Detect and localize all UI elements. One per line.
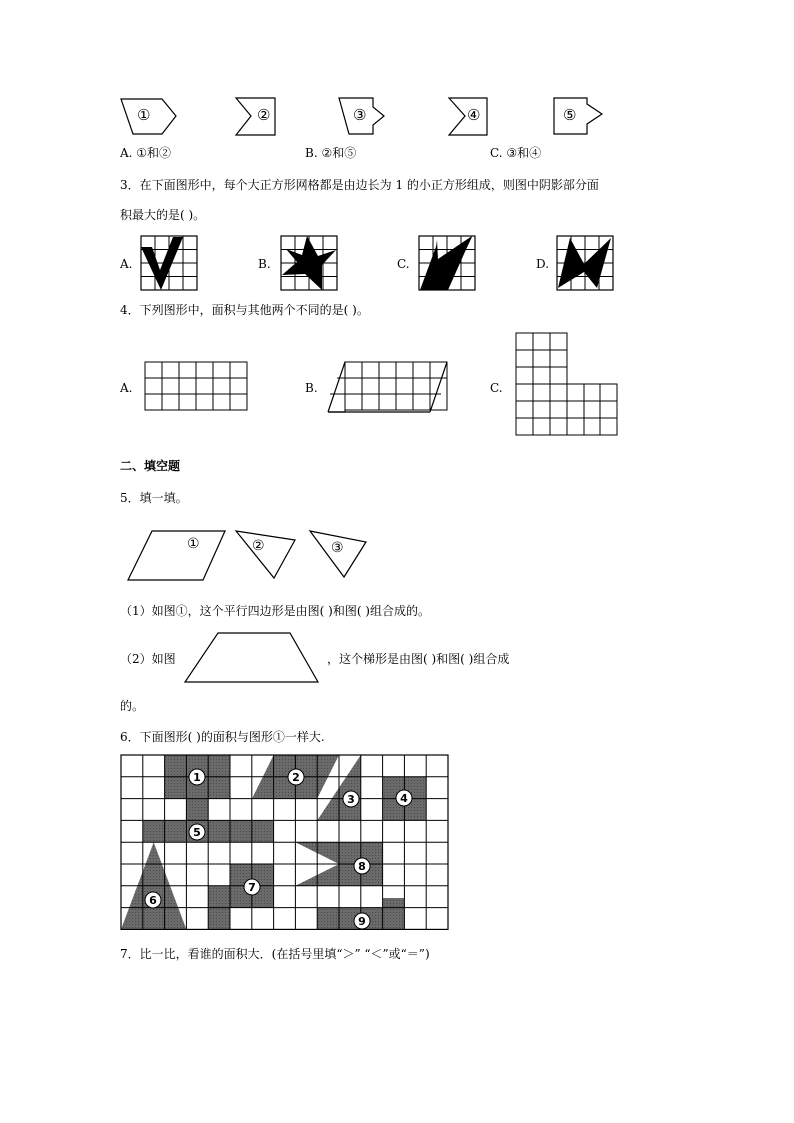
q6-label-6: 6 [149,894,157,907]
q3-option-c[interactable]: C. [397,257,410,271]
q5-part2-suffix: ，这个梯形是由图( )和图( )组合成 [327,652,510,666]
q2-option-c[interactable]: C. ③和④ [490,146,542,160]
q6-marker-1 [189,769,205,785]
q4-option-c[interactable]: C. [490,381,503,395]
q6-marker-2 [288,769,304,785]
q2-label-4: ④ [467,106,481,124]
q6-marker-7 [244,879,260,895]
q3-question-line1: 3．在下面图形中，每个大正方形网格都是由边长为 1 的小正方形组成，则图中阴影部分面 [120,178,599,192]
q6-label-7: 7 [248,881,256,894]
q6-label-9: 9 [358,915,366,928]
q3-option-d[interactable]: D. [536,257,550,271]
q7-question: 7．比一比，看谁的面积大．(在括号里填“＞” “＜”或“＝”) [120,947,430,961]
q6-marker-6 [145,892,161,908]
q6-marker-4 [396,790,412,806]
q5-part1: （1）如图①，这个平行四边形是由图( )和图( )组合成的。 [120,604,430,618]
q6-marker-9 [354,913,370,929]
q5-label-3: ③ [331,540,344,556]
q2-label-5: ⑤ [563,106,577,124]
q2-label-3: ③ [353,106,367,124]
q6-shape-7 [208,864,273,929]
q5-part2-prefix: （2）如图 [120,652,176,666]
q6-marker-5 [189,824,205,840]
q2-label-2: ② [257,106,271,124]
q2-label-1: ① [137,106,151,124]
q3-question-line2: 积最大的是( )。 [120,208,206,222]
q6-label-3: 3 [347,793,355,806]
q5-part2-end: 的。 [120,699,145,713]
q6-label-4: 4 [400,792,408,805]
q6-label-5: 5 [193,826,201,839]
q4-question: 4．下列图形中，面积与其他两个不同的是( )。 [120,303,369,317]
q2-option-a[interactable]: A. ①和② [120,146,172,160]
q4-option-a[interactable]: A. [120,381,133,395]
q4-option-b[interactable]: B. [305,381,318,395]
q3-option-b[interactable]: B. [258,257,271,271]
q6-label-1: 1 [193,771,201,784]
q6-label-2: 2 [292,771,300,784]
q2-option-b[interactable]: B. ②和⑤ [305,146,357,160]
q6-question: 6．下面图形( )的面积与图形①一样大. [120,730,325,744]
q6-marker-3 [343,791,359,807]
section-title-fill-blank: 二、填空题 [120,459,181,473]
q3-option-a[interactable]: A. [120,257,133,271]
q5-question: 5．填一填。 [120,491,188,505]
q6-marker-8 [354,858,370,874]
q6-label-8: 8 [358,860,366,873]
q5-label-2: ② [252,538,265,554]
q5-label-1: ① [187,536,200,552]
